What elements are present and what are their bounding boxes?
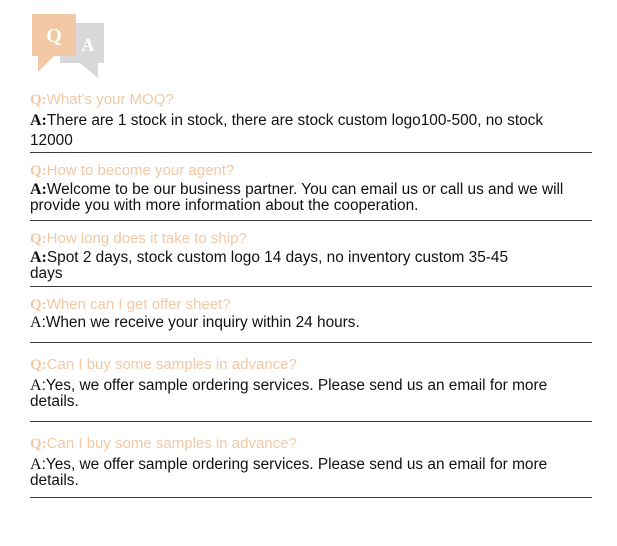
q-letter: Q: [46, 25, 62, 47]
faq-item: [30, 153, 592, 221]
question-prefix: Q:: [30, 163, 47, 179]
answer-text: :Yes, we offer sample ordering services. Please send us an email for more details.: [30, 377, 548, 410]
question-prefix: Q:: [30, 357, 47, 373]
faq-item: [30, 343, 592, 422]
qa-logo: [32, 14, 108, 80]
question-text: Can I buy some samples in advance?: [46, 356, 297, 373]
qa-chat-bubbles-icon: [32, 14, 108, 80]
question-text: When can I get offer sheet?: [46, 296, 231, 313]
faq-item: [30, 422, 592, 498]
question-prefix: Q:: [30, 436, 47, 452]
faq-question: [30, 356, 297, 374]
faq-question: [30, 162, 234, 180]
faq-answer: [30, 250, 510, 282]
answer-prefix: A: [30, 314, 42, 331]
question-prefix: Q:: [30, 297, 47, 313]
faq-list: [30, 88, 592, 498]
faq-answer: [30, 182, 570, 214]
question-text: What's your MOQ?: [46, 91, 174, 108]
faq-question: [30, 435, 297, 453]
faq-answer: [30, 315, 570, 331]
q-bubble-tail: [38, 56, 54, 72]
faq-question: [30, 91, 174, 109]
faq-answer: [30, 457, 570, 489]
faq-answer: [30, 111, 570, 151]
faq-question: [30, 230, 247, 248]
answer-prefix: A:: [30, 181, 47, 198]
answer-prefix: A: [30, 456, 42, 473]
answer-prefix: A:: [30, 112, 47, 129]
faq-question: [30, 296, 231, 314]
question-prefix: Q:: [30, 92, 47, 108]
answer-prefix: A: [30, 377, 42, 394]
faq-item: [30, 221, 592, 287]
answer-text: There are 1 stock in stock, there are stock custom logo100-500, no stock 12000: [30, 112, 544, 149]
question-text: Can I buy some samples in advance?: [46, 435, 297, 452]
question-prefix: Q:: [30, 231, 47, 247]
a-bubble-tail: [80, 63, 98, 78]
answer-text: Spot 2 days, stock custom logo 14 days, no inventory custom 35-45 days: [30, 249, 509, 282]
question-text: How to become your agent?: [46, 162, 235, 179]
answer-text: :When we receive your inquiry within 24 hours.: [41, 314, 360, 331]
answer-prefix: A:: [30, 249, 47, 266]
a-letter: A: [81, 35, 95, 55]
faq-item: [30, 88, 592, 153]
question-text: How long does it take to ship?: [46, 230, 247, 247]
answer-text: Welcome to be our business partner. You can email us or call us and we will provide you with more information about the cooperation.: [30, 181, 564, 214]
faq-answer: [30, 378, 570, 410]
faq-item: [30, 287, 592, 343]
answer-text: :Yes, we offer sample ordering services. Please send us an email for more details.: [30, 456, 548, 489]
